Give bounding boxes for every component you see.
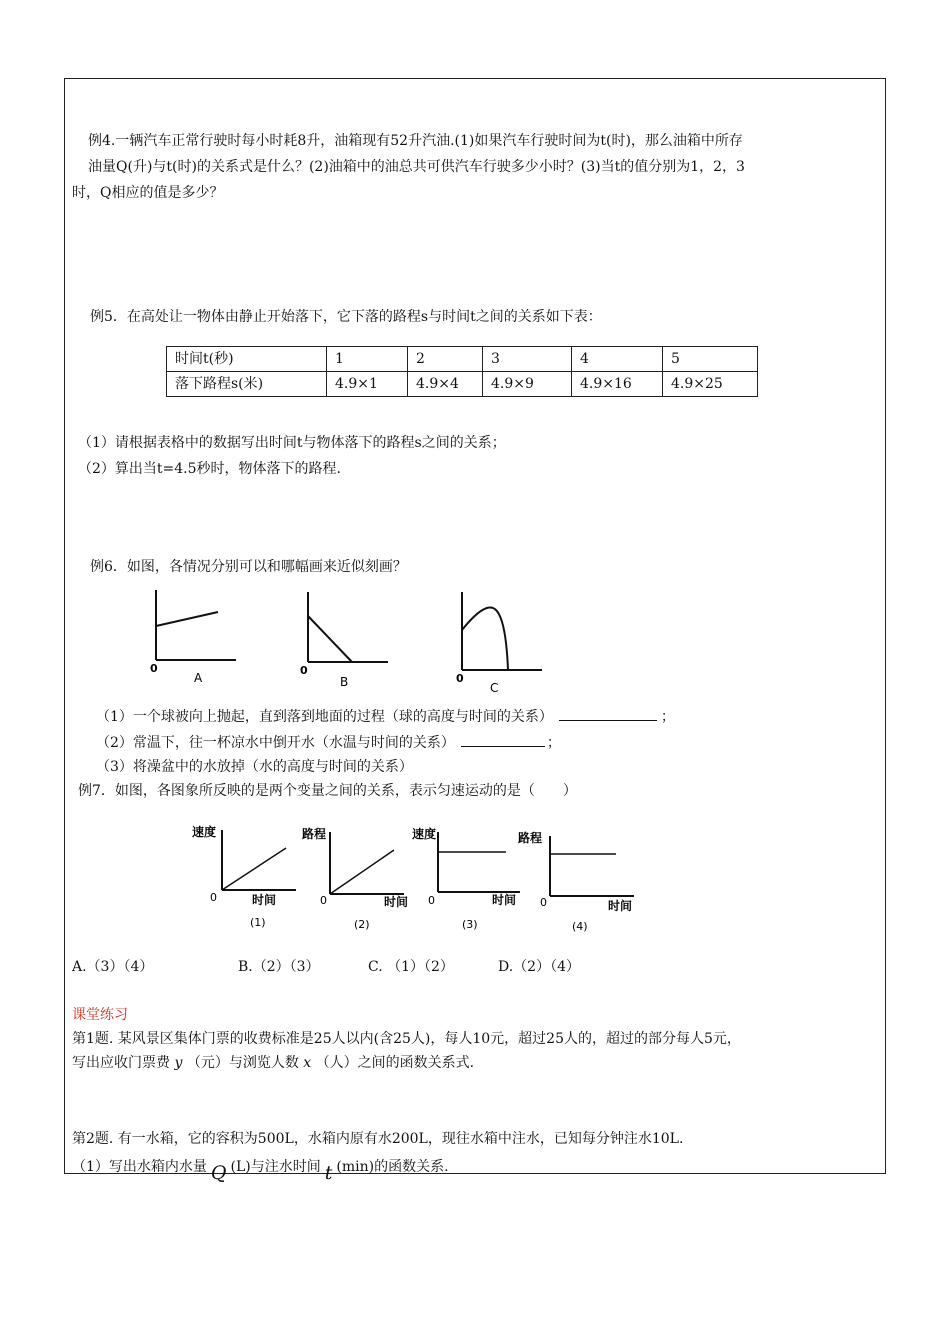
practice-q2-text-c: (min)的函数关系. bbox=[336, 1159, 449, 1175]
falling-distance-table bbox=[166, 346, 758, 397]
graph-1-origin: 0 bbox=[210, 891, 217, 904]
practice-q1-text-b: （元）与浏览人数 bbox=[186, 1055, 299, 1071]
graph-a-label: A bbox=[194, 671, 203, 685]
practice-q1-line-1: 第1题. 某风景区集体门票的收费标准是25人以内(含25人)，每人10元，超过25人的，超过的部分每人5元， bbox=[72, 1031, 741, 1047]
graph-a-origin: 0 bbox=[150, 662, 158, 675]
example-6-question-2-text: （2）常温下，往一杯凉水中倒开水（水温与时间的关系） bbox=[96, 735, 455, 751]
graph-2-caption: (2) bbox=[354, 918, 370, 931]
graph-3-caption: (3) bbox=[462, 918, 478, 931]
example-6-question-2-end: ； bbox=[546, 735, 561, 751]
table-cell: 落下路程s(米) bbox=[167, 372, 327, 397]
example-7-graphs bbox=[186, 818, 646, 940]
graph-c-curve bbox=[462, 608, 508, 671]
graph-c bbox=[456, 592, 542, 695]
variable-q: Q bbox=[210, 1162, 227, 1184]
table-row bbox=[167, 372, 758, 397]
example-6-question-1-text: （1）一个球被向上抛起，直到落到地面的过程（球的高度与时间的关系） bbox=[96, 709, 553, 725]
graph-2-origin: 0 bbox=[320, 894, 327, 907]
practice-q1-line-2 bbox=[72, 1052, 474, 1072]
practice-q2-line-2 bbox=[72, 1154, 449, 1184]
table-cell: 4.9×9 bbox=[483, 372, 572, 397]
graph-c-label: C bbox=[490, 681, 499, 695]
graph-4-caption: (4) bbox=[572, 920, 588, 933]
table-cell: 5 bbox=[663, 347, 758, 372]
example-7-title: 例7．如图，各图象所反映的是两个变量之间的关系，表示匀速运动的是（ ） bbox=[78, 783, 577, 799]
variable-x: x bbox=[303, 1055, 312, 1071]
graph-1 bbox=[192, 824, 296, 929]
table-cell: 时间t(秒) bbox=[167, 347, 327, 372]
example-6-title: 例6．如图，各情况分别可以和哪幅画来近似刻画？ bbox=[90, 559, 407, 575]
example-4 bbox=[72, 128, 745, 206]
graph-4-y-label: 路程 bbox=[518, 831, 543, 845]
graph-4-origin: 0 bbox=[540, 896, 547, 909]
option-b[interactable]: B.（2）（3） bbox=[238, 959, 320, 975]
practice-heading: 课堂练习 bbox=[72, 1007, 128, 1023]
practice-q1-text-a: 写出应收门票费 bbox=[72, 1055, 170, 1071]
graph-2-x-label: 时间 bbox=[384, 895, 409, 909]
example-6-question-1-end: ； bbox=[660, 709, 675, 725]
graph-2-y-label: 路程 bbox=[302, 827, 327, 841]
example-6-question-1 bbox=[96, 706, 675, 726]
graph-3 bbox=[412, 826, 520, 931]
practice-q2-line-1: 第2题. 有一水箱，它的容积为500L，水箱内原有水200L，现往水箱中注水，已知每分钟注水10L. bbox=[72, 1131, 684, 1147]
graph-c-origin: 0 bbox=[456, 672, 464, 685]
example-4-line-3: 时，Q相应的值是多少？ bbox=[72, 185, 224, 201]
graph-2-line bbox=[330, 850, 394, 894]
example-5-title: 例5．在高处让一物体由静止开始落下，它下落的路程s与时间t之间的关系如下表： bbox=[90, 309, 602, 325]
practice-q1-text-c: （人）之间的函数关系式. bbox=[315, 1055, 475, 1071]
graph-4 bbox=[518, 830, 634, 933]
graph-b-origin: 0 bbox=[300, 664, 308, 677]
table-cell: 3 bbox=[483, 347, 572, 372]
table-cell: 4.9×1 bbox=[327, 372, 408, 397]
table-cell: 4 bbox=[572, 347, 663, 372]
option-a[interactable]: A.（3）（4） bbox=[72, 959, 154, 975]
graph-1-line bbox=[222, 848, 286, 890]
graph-1-caption: (1) bbox=[250, 916, 266, 929]
table-cell: 2 bbox=[408, 347, 483, 372]
variable-y: y bbox=[174, 1055, 183, 1071]
graph-b-curve bbox=[308, 616, 352, 662]
example-4-line-1: 例4.一辆汽车正常行驶时每小时耗8升，油箱现有52升汽油.(1)如果汽车行驶时间为t(时)，那么油箱中所存 bbox=[88, 133, 743, 149]
table-cell: 4.9×16 bbox=[572, 372, 663, 397]
example-5-question-2: （2）算出当t=4.5秒时，物体落下的路程. bbox=[78, 461, 341, 477]
graph-3-y-label: 速度 bbox=[412, 827, 437, 841]
example-5-question-1: （1）请根据表格中的数据写出时间t与物体落下的路程s之间的关系； bbox=[78, 435, 506, 451]
table-row bbox=[167, 347, 758, 372]
graph-a-curve bbox=[156, 612, 218, 626]
graph-a bbox=[150, 590, 236, 685]
example-4-line-2: 油量Q(升)与t(时)的关系式是什么？(2)油箱中的油总共可供汽车行驶多少小时？(3)当t的值分别为1，2，3 bbox=[88, 159, 745, 175]
table-cell: 4.9×4 bbox=[408, 372, 483, 397]
option-c[interactable]: C. （1）（2） bbox=[368, 959, 454, 975]
example-6-question-2 bbox=[96, 732, 561, 752]
graph-2 bbox=[302, 826, 408, 931]
practice-q2-text-a: （1）写出水箱内水量 bbox=[72, 1159, 207, 1175]
graph-4-x-label: 时间 bbox=[608, 899, 633, 913]
table-cell: 4.9×25 bbox=[663, 372, 758, 397]
variable-t: t bbox=[324, 1162, 333, 1184]
example-6-question-3: （3）将澡盆中的水放掉（水的高度与时间的关系） bbox=[96, 759, 413, 775]
graph-b-label: B bbox=[340, 675, 349, 689]
answer-blank-1[interactable] bbox=[559, 706, 657, 721]
graph-1-x-label: 时间 bbox=[252, 893, 277, 907]
answer-blank-2[interactable] bbox=[461, 732, 545, 747]
table-cell: 1 bbox=[327, 347, 408, 372]
example-6-graphs bbox=[140, 580, 560, 698]
practice-q2-text-b: (L)与注水时间 bbox=[230, 1159, 321, 1175]
graph-3-x-label: 时间 bbox=[492, 893, 517, 907]
option-d[interactable]: D.（2）（4） bbox=[498, 959, 580, 975]
graph-1-y-label: 速度 bbox=[192, 825, 217, 839]
graph-b bbox=[300, 592, 388, 689]
graph-3-origin: 0 bbox=[428, 894, 435, 907]
